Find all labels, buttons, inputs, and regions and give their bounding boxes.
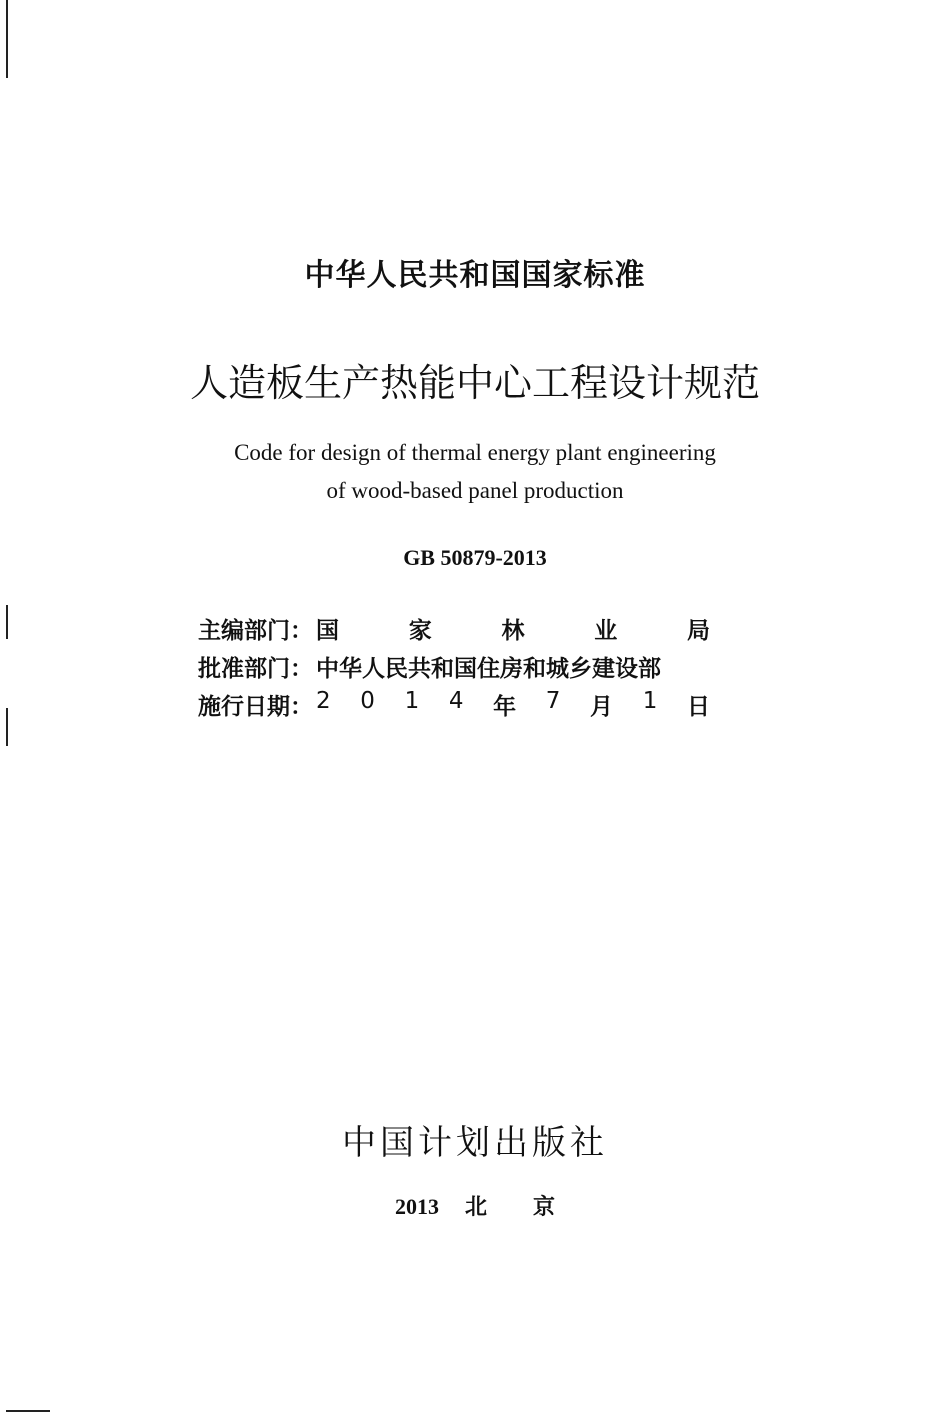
editor-char: 家 (408, 618, 432, 644)
editor-char: 国 (316, 618, 339, 644)
effective-date-row (198, 688, 718, 718)
editor-char: 局 (687, 618, 710, 644)
date-char: 2 (316, 688, 331, 714)
date-char: 1 (642, 688, 658, 714)
date-char: 日 (686, 694, 710, 720)
approval-department-row (198, 650, 718, 680)
editor-label: 主编部门： (198, 618, 313, 644)
date-char: 4 (448, 688, 464, 714)
publication-city-char: 京 (533, 1195, 556, 1220)
standard-series-heading: 中华人民共和国国家标准 (304, 258, 646, 293)
date-label: 施行日期： (198, 694, 313, 720)
editor-value (316, 612, 710, 645)
document-title-english-line2: of wood-based panel production (326, 478, 624, 503)
document-title-chinese: 人造板生产热能中心工程设计规范 (189, 361, 760, 405)
scan-edge-mark (6, 0, 8, 78)
approval-value: 中华人民共和国住房和城乡建设部 (316, 656, 661, 682)
approval-label: 批准部门： (198, 656, 313, 682)
publication-city-char: 北 (464, 1195, 487, 1220)
scan-edge-mark (6, 605, 8, 639)
date-char: 0 (360, 688, 375, 714)
publisher-name: 中国计划出版社 (342, 1123, 608, 1163)
editor-char: 林 (501, 618, 525, 644)
editor-char: 业 (594, 618, 618, 644)
date-char: 月 (590, 694, 614, 720)
document-title-english-line1: Code for design of thermal energy plant engineering (234, 440, 716, 465)
scan-edge-mark (6, 708, 8, 746)
date-char: 1 (404, 688, 420, 714)
scan-edge-mark (6, 1410, 50, 1412)
standard-code: GB 50879-2013 (403, 545, 547, 570)
publication-year-city (0, 1190, 950, 1221)
editor-department-row (198, 612, 718, 642)
date-value (316, 688, 710, 721)
publication-year: 2013 (394, 1194, 439, 1219)
date-char: 年 (493, 694, 517, 720)
date-char: 7 (545, 688, 561, 714)
